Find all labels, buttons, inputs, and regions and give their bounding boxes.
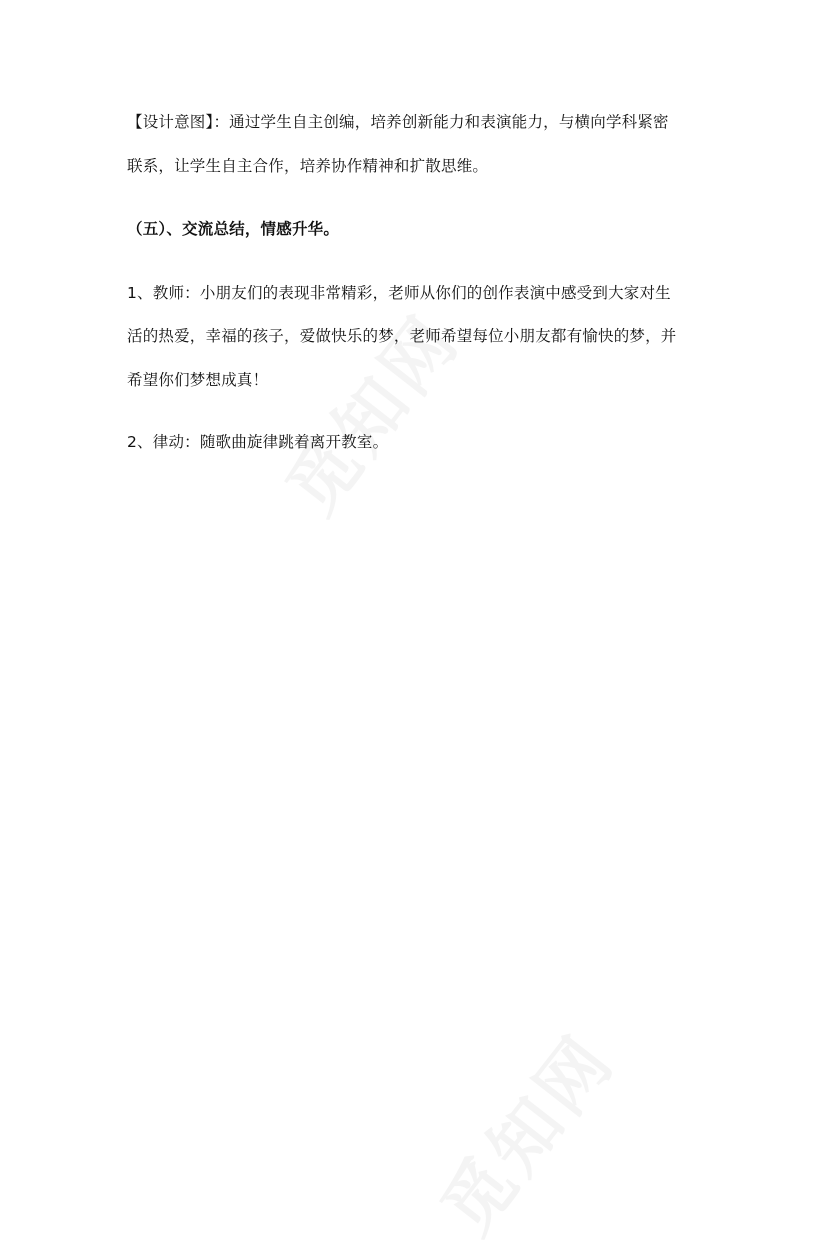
item-1-line-1: 1、教师：小朋友们的表现非常精彩，老师从你们的创作表演中感受到大家对生 [127,284,671,302]
item-1-line-2: 活的热爱，幸福的孩子，爱做快乐的梦，老师希望每位小朋友都有愉快的梦，并 [127,327,677,345]
section-heading: （五）、交流总结，情感升华。 [127,220,340,238]
item-2-line-1: 2、律动：随歌曲旋律跳着离开教室。 [127,433,389,451]
watermark [414,1010,634,1251]
item-1-line-3: 希望你们梦想成真！ [127,371,269,389]
design-intent-line-1: 【设计意图】：通过学生自主创编，培养创新能力和表演能力，与横向学科紧密 [127,113,669,131]
design-intent-line-2: 联系，让学生自主合作，培养协作精神和扩散思维。 [127,157,489,175]
